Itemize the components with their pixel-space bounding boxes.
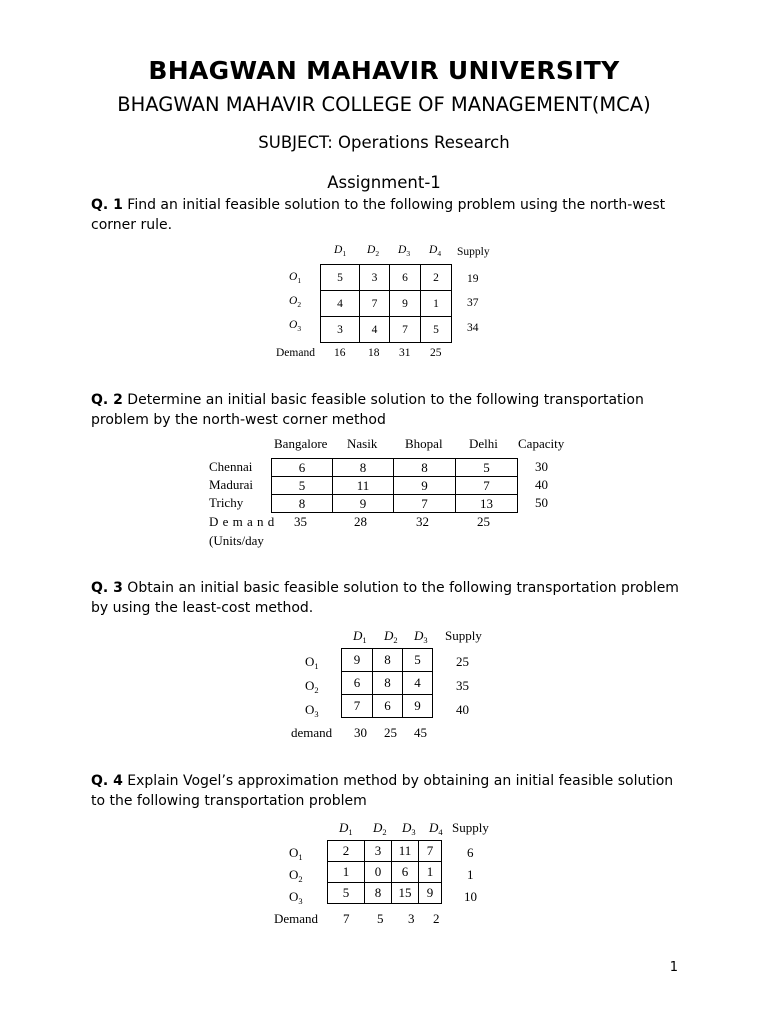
cost-cell: 9 (394, 477, 456, 495)
q1-table (270, 244, 510, 364)
demand-value: 25 (477, 514, 490, 529)
question-text: Obtain an initial basic feasible solution to the following transportation problem by using the least-cost method. (91, 580, 679, 616)
cost-cell: 4 (321, 291, 360, 317)
row-label: $O_1$ (289, 845, 303, 862)
cost-cell: 8 (394, 459, 456, 477)
cost-cell: 7 (394, 495, 456, 513)
cost-cell: 5 (456, 459, 518, 477)
subject-line: SUBJECT: Operations Research (258, 133, 510, 152)
university-title: BHAGWAN MAHAVIR UNIVERSITY (148, 56, 620, 85)
col-header: $D_3$ (414, 628, 428, 645)
demand-value: 31 (399, 347, 411, 359)
college-title: BHAGWAN MAHAVIR COLLEGE OF MANAGEMENT(MCA) (117, 93, 651, 116)
cost-cell: 1 (328, 862, 365, 883)
supply-value: 1 (467, 867, 474, 882)
q4-table (274, 820, 504, 935)
demand-value: 32 (416, 514, 429, 529)
question-number: Q. 3 (91, 580, 123, 596)
cost-cell: 7 (360, 291, 390, 317)
cost-cell: 9 (403, 695, 433, 718)
q3-table (290, 628, 500, 743)
col-header: $D_1$ (339, 820, 353, 837)
question-3 (91, 578, 691, 618)
supply-value: 10 (464, 889, 477, 904)
cost-cell: 11 (392, 841, 419, 862)
table-row (272, 459, 518, 477)
cost-cell: 7 (390, 317, 421, 343)
table-row (328, 883, 442, 904)
supply-value: 25 (456, 654, 469, 669)
table-row (342, 672, 433, 695)
col-header: $D_1$ (334, 244, 347, 258)
supply-value: 19 (467, 273, 479, 285)
row-label: $O_3$ (289, 319, 302, 333)
col-header: $D_4$ (429, 244, 442, 258)
page-number: 1 (669, 960, 678, 975)
cost-cell: 1 (419, 862, 442, 883)
q2-table (208, 436, 578, 551)
demand-label: demand (291, 725, 333, 740)
demand-value: 35 (294, 514, 307, 529)
cost-cell: 7 (342, 695, 373, 718)
capacity-value: 30 (535, 459, 548, 474)
supply-header: Supply (452, 820, 489, 835)
row-label: $O_2$ (289, 867, 303, 884)
cost-cell: 2 (328, 841, 365, 862)
cost-cell: 13 (456, 495, 518, 513)
demand-units-label: (Units/day (209, 533, 264, 548)
demand-value: 7 (343, 911, 350, 926)
demand-value: 45 (414, 725, 427, 740)
table-row (328, 862, 442, 883)
col-header: Bangalore (274, 436, 328, 451)
cost-cell: 5 (328, 883, 365, 904)
demand-value: 5 (377, 911, 384, 926)
table-row (342, 649, 433, 672)
supply-value: 6 (467, 845, 474, 860)
row-label: $O_3$ (305, 702, 319, 719)
demand-label: Demand (276, 347, 315, 359)
row-label: Trichy (209, 495, 244, 510)
cost-cell: 8 (333, 459, 394, 477)
cost-grid (271, 458, 518, 513)
cost-cell: 9 (333, 495, 394, 513)
cost-cell: 3 (365, 841, 392, 862)
cost-cell: 15 (392, 883, 419, 904)
cost-cell: 3 (321, 317, 360, 343)
col-header: $D_3$ (398, 244, 411, 258)
col-header: $D_2$ (384, 628, 398, 645)
cost-cell: 5 (272, 477, 333, 495)
supply-value: 40 (456, 702, 469, 717)
cost-cell: 5 (321, 265, 360, 291)
table-row (321, 265, 452, 291)
table-row (328, 841, 442, 862)
question-text: Find an initial feasible solution to the following problem using the north-west corner rule. (91, 197, 666, 233)
col-header: $D_4$ (429, 820, 443, 837)
demand-label: D e m a n d (209, 514, 275, 529)
cost-cell: 9 (419, 883, 442, 904)
question-number: Q. 2 (91, 392, 123, 408)
demand-value: 3 (408, 911, 415, 926)
row-label: $O_1$ (289, 271, 302, 285)
col-header: Delhi (469, 436, 498, 451)
cost-cell: 4 (360, 317, 390, 343)
cost-cell: 5 (403, 649, 433, 672)
cost-cell: 8 (373, 672, 403, 695)
capacity-value: 40 (535, 477, 548, 492)
capacity-value: 50 (535, 495, 548, 510)
demand-value: 25 (430, 347, 442, 359)
row-label: Madurai (209, 477, 254, 492)
col-header: $D_1$ (353, 628, 367, 645)
cost-cell: 5 (421, 317, 452, 343)
cost-cell: 9 (342, 649, 373, 672)
row-label: Chennai (209, 459, 253, 474)
col-header: $D_3$ (402, 820, 416, 837)
row-label: $O_1$ (305, 654, 319, 671)
cost-cell: 0 (365, 862, 392, 883)
row-label: $O_2$ (305, 678, 319, 695)
col-header: Bhopal (405, 436, 443, 451)
row-label: $O_3$ (289, 889, 303, 906)
table-row (321, 317, 452, 343)
supply-value: 34 (467, 322, 479, 334)
question-1 (91, 195, 691, 235)
question-2 (91, 390, 691, 430)
cost-grid (320, 264, 452, 343)
supply-value: 35 (456, 678, 469, 693)
cost-cell: 4 (403, 672, 433, 695)
question-text: Explain Vogel’s approximation method by obtaining an initial feasible solution to the following transportation problem (91, 773, 674, 809)
cost-cell: 8 (272, 495, 333, 513)
demand-value: 16 (334, 347, 346, 359)
assignment-title: Assignment-1 (327, 173, 441, 192)
supply-header: Supply (445, 628, 482, 643)
cost-cell: 2 (421, 265, 452, 291)
cost-cell: 6 (390, 265, 421, 291)
cost-grid (341, 648, 433, 718)
cost-cell: 6 (373, 695, 403, 718)
question-number: Q. 1 (91, 197, 123, 213)
demand-value: 28 (354, 514, 367, 529)
capacity-header: Capacity (518, 436, 565, 451)
cost-cell: 9 (390, 291, 421, 317)
demand-label: Demand (274, 911, 319, 926)
col-header: $D_2$ (373, 820, 387, 837)
question-number: Q. 4 (91, 773, 123, 789)
cost-cell: 8 (373, 649, 403, 672)
question-text: Determine an initial basic feasible solution to the following transportation problem by the north-west corner method (91, 392, 644, 428)
row-label: $O_2$ (289, 295, 302, 309)
cost-cell: 1 (421, 291, 452, 317)
table-row (272, 495, 518, 513)
demand-value: 30 (354, 725, 367, 740)
table-row (342, 695, 433, 718)
demand-value: 2 (433, 911, 440, 926)
cost-cell: 8 (365, 883, 392, 904)
cost-cell: 6 (272, 459, 333, 477)
table-row (272, 477, 518, 495)
demand-value: 18 (368, 347, 380, 359)
cost-cell: 7 (419, 841, 442, 862)
cost-cell: 7 (456, 477, 518, 495)
cost-cell: 6 (392, 862, 419, 883)
demand-value: 25 (384, 725, 397, 740)
supply-value: 37 (467, 297, 479, 309)
supply-header: Supply (457, 246, 490, 258)
table-row (321, 291, 452, 317)
cost-cell: 6 (342, 672, 373, 695)
cost-cell: 11 (333, 477, 394, 495)
col-header: $D_2$ (367, 244, 380, 258)
cost-grid (327, 840, 442, 904)
col-header: Nasik (347, 436, 378, 451)
cost-cell: 3 (360, 265, 390, 291)
question-4 (91, 771, 691, 811)
